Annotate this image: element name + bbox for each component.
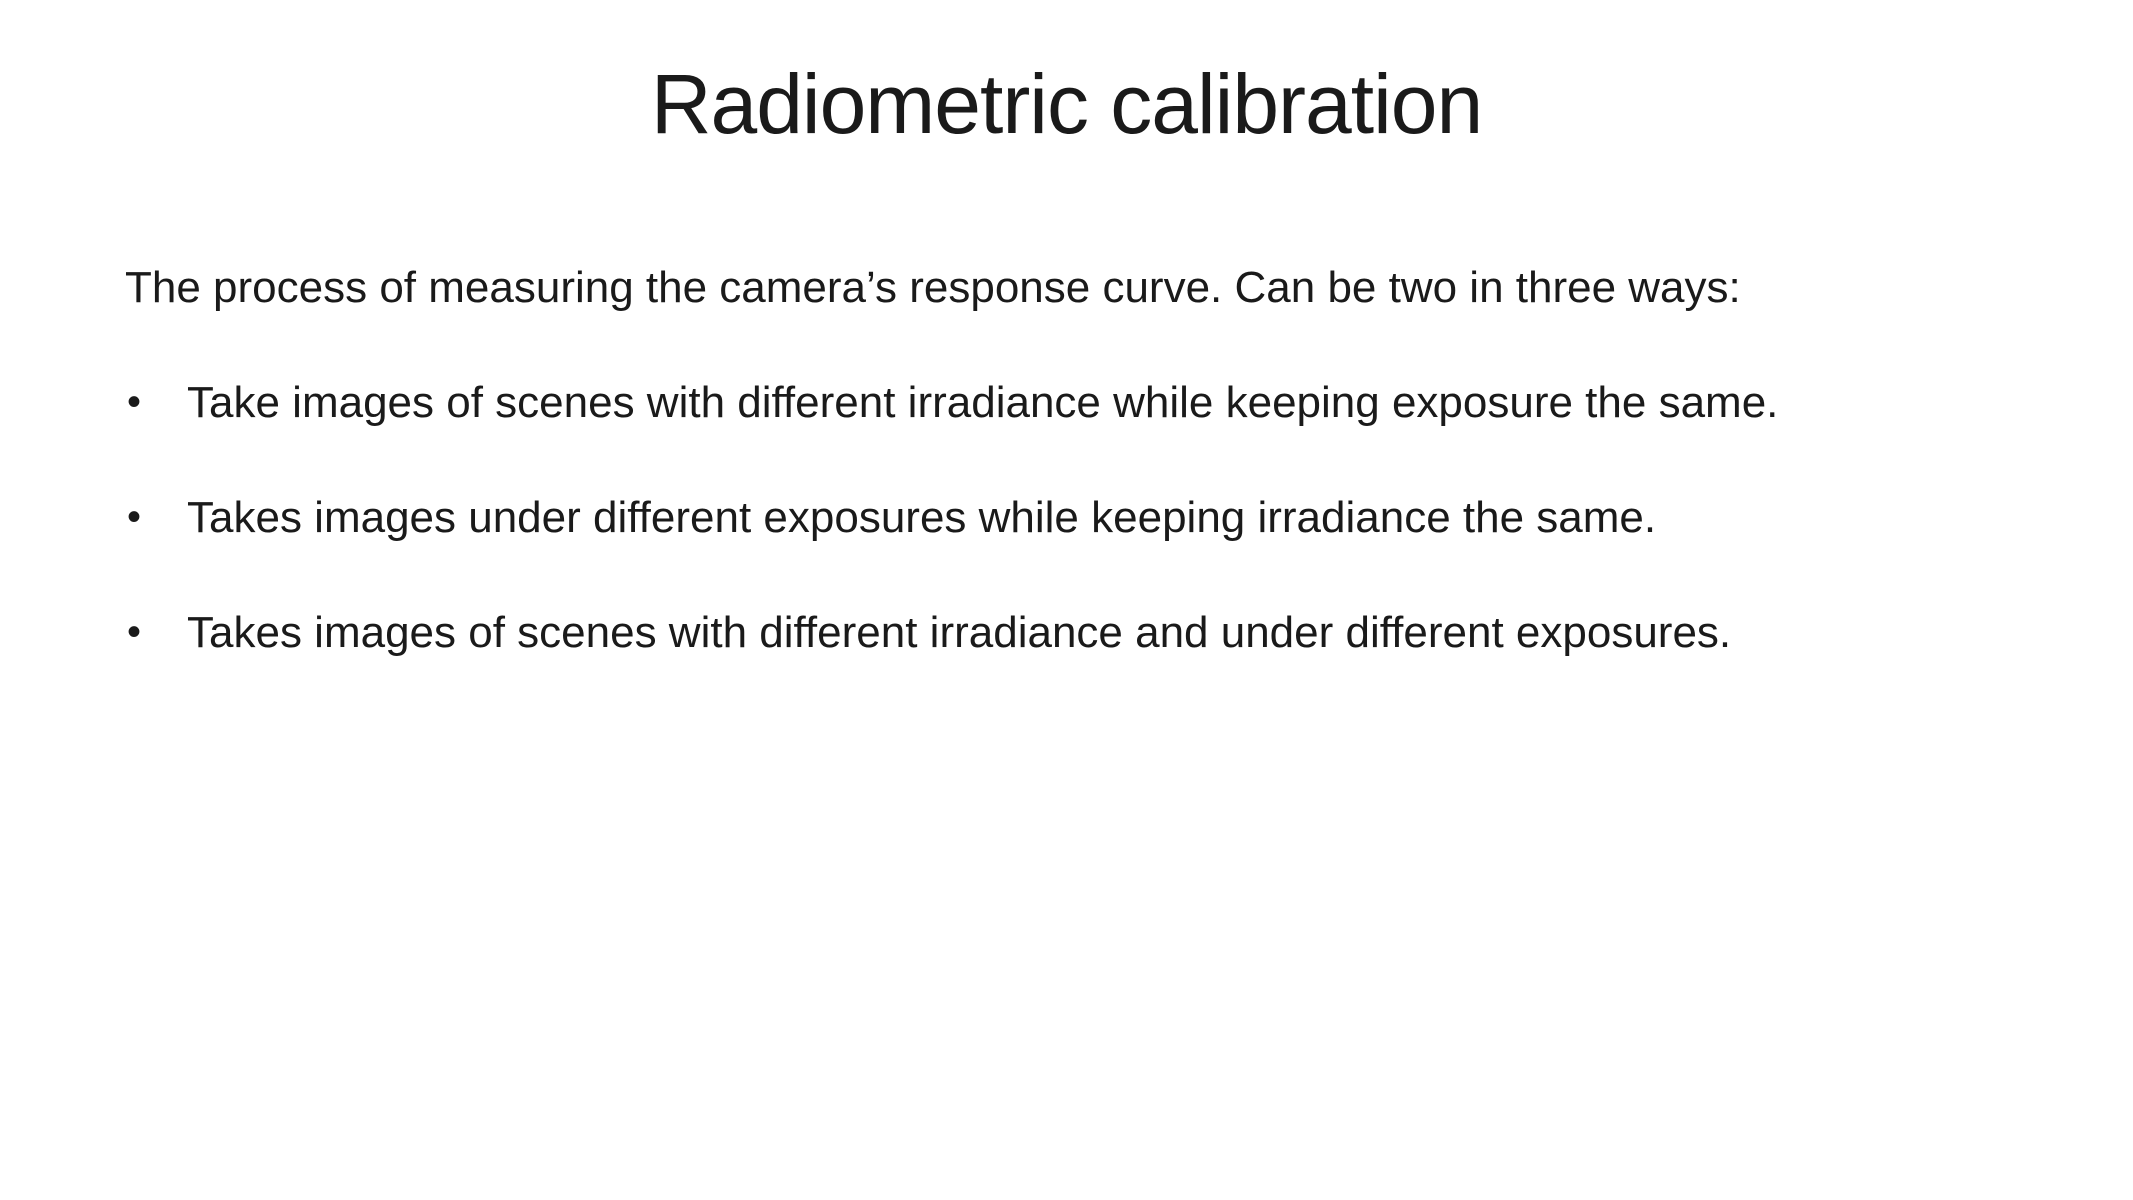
slide-body — [125, 260, 2053, 720]
slide-title: Radiometric calibration — [650, 57, 1483, 151]
intro-paragraph: The process of measuring the camera’s response curve. Can be two in three ways: — [125, 263, 1741, 312]
bullet-text: Take images of scenes with different irradiance while keeping exposure the same. — [187, 378, 1779, 427]
list-item — [125, 375, 2053, 430]
bullet-list — [125, 375, 2053, 660]
bullet-icon: • — [127, 380, 142, 424]
bullet-text: Takes images under different exposures while keeping irradiance the same. — [187, 493, 1657, 542]
bullet-icon: • — [127, 610, 142, 654]
bullet-text: Takes images of scenes with different irradiance and under different exposures. — [187, 608, 1732, 657]
list-item — [125, 605, 2053, 660]
list-item — [125, 490, 2053, 545]
bullet-icon: • — [127, 495, 142, 539]
